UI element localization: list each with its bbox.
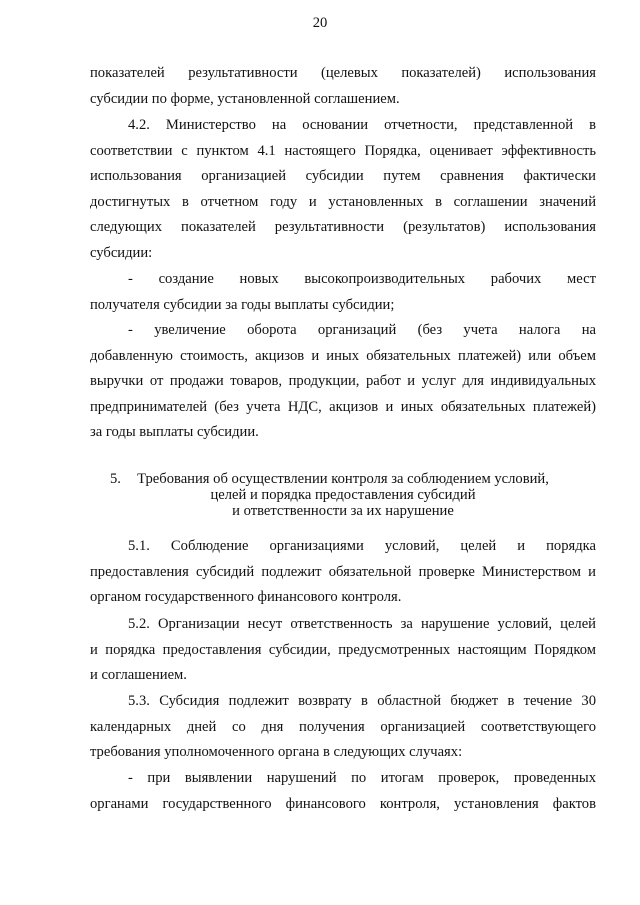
paragraph-5-3: [90, 689, 596, 766]
paragraph-4-2: [90, 113, 596, 267]
text-line: - увеличение оборота организаций (без учета налога на: [128, 322, 596, 338]
text-line: органами государственного финансового контроля, установления фактов: [90, 795, 596, 812]
text-line: соответствии с пунктом 4.1 настоящего Порядка, оценивает эффективность: [90, 142, 596, 159]
text-line: 5.3. Субсидия подлежит возврату в областной бюджет в течение 30: [128, 693, 596, 709]
text-line: 4.2. Министерство на основании отчетности, представленной в: [128, 117, 596, 133]
paragraph-5-1: [90, 534, 596, 611]
section-title-line: Требования об осуществлении контроля за соблюдением условий,: [137, 471, 549, 487]
paragraph-continuation: [90, 61, 596, 112]
paragraph-5-2: [90, 612, 596, 689]
text-line: 5.1. Соблюдение организациями условий, целей и порядка: [128, 538, 596, 554]
text-line: - при выявлении нарушений по итогам проверок, проведенных: [128, 770, 596, 786]
text-line: и порядка предоставления субсидии, предусмотренных настоящим Порядком: [90, 641, 596, 658]
text-line: за годы выплаты субсидии.: [90, 424, 259, 441]
bullet-item: [90, 267, 596, 318]
text-line: и соглашением.: [90, 667, 187, 684]
text-line: предпринимателей (без учета НДС, акцизов и иных обязательных платежей): [90, 398, 596, 415]
text-line: требования уполномоченного органа в следующих случаях:: [90, 744, 463, 761]
bullet-item: [90, 318, 596, 446]
page-number: 20: [312, 15, 328, 31]
text-line: 5.2. Организации несут ответственность за нарушение условий, целей: [128, 616, 596, 632]
text-line: календарных дней со дня получения организацией соответствующего: [90, 718, 596, 735]
text-line: добавленную стоимость, акцизов и иных обязательных платежей) или объем: [90, 347, 596, 364]
section-title-line: целей и порядка предоставления субсидий: [210, 487, 476, 503]
section-number: 5.: [110, 471, 121, 487]
text-line: субсидии:: [90, 244, 153, 261]
text-line: показателей результативности (целевых показателей) использования: [90, 65, 596, 81]
text-line: органом государственного финансового контроля.: [90, 589, 402, 606]
text-line: субсидии по форме, установленной соглашением.: [90, 90, 400, 107]
section-title-line: и ответственности за их нарушение: [232, 503, 454, 519]
text-line: получателя субсидии за годы выплаты субсидии;: [90, 296, 395, 313]
bullet-item: [90, 766, 596, 817]
text-line: выручки от продажи товаров, продукции, работ и услуг для индивидуальных: [90, 373, 596, 390]
text-line: достигнутых в отчетном году и установленных в соглашении значений: [90, 193, 596, 210]
text-line: использования организацией субсидии путем сравнения фактически: [90, 168, 596, 185]
text-line: предоставления субсидий подлежит обязательной проверке Министерством и: [90, 563, 596, 580]
text-line: следующих показателей результативности (результатов) использования: [90, 219, 596, 236]
text-line: - создание новых высокопроизводительных рабочих мест: [128, 271, 596, 287]
section-5-heading: [90, 471, 596, 519]
